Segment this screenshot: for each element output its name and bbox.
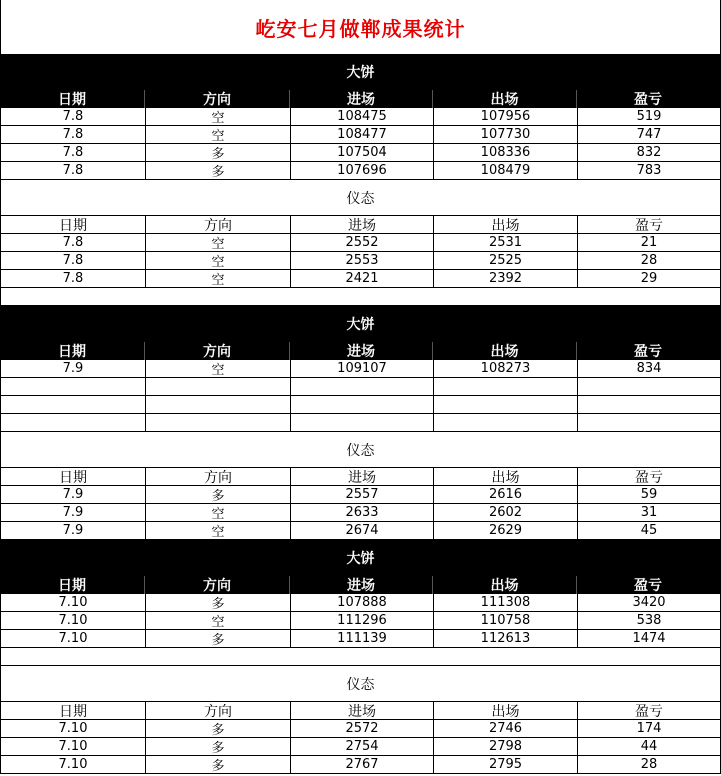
table-row	[0, 252, 721, 270]
table-row	[0, 486, 721, 504]
yitai-label-row	[0, 180, 721, 216]
cell-entry: 109107	[291, 360, 434, 377]
column-header-exit: 出场	[433, 90, 577, 108]
column-header-direction: 方向	[145, 576, 290, 594]
column-header-pnl: 盈亏	[635, 469, 663, 486]
cell-direction: 空	[146, 126, 291, 143]
cell-direction: 多	[146, 738, 291, 755]
table-row	[0, 630, 721, 648]
cell-exit: 2795	[434, 756, 578, 773]
sheet-title-row	[0, 0, 721, 54]
column-header-exit: 出场	[434, 702, 578, 719]
table-row	[0, 594, 721, 612]
cell-pnl: 783	[636, 163, 662, 178]
column-header-entry: 进场	[290, 90, 433, 108]
column-header-pnl: 盈亏	[634, 92, 662, 108]
column-header-direction: 方向	[146, 216, 291, 233]
yitai-label: 仪态	[346, 190, 375, 207]
column-header-pnl: 盈亏	[635, 217, 663, 234]
cell-date: 7.10	[1, 630, 146, 647]
empty-cell-pnl	[578, 378, 720, 395]
cell-date: 7.10	[1, 612, 146, 629]
table-row	[0, 144, 721, 162]
column-header-entry: 进场	[291, 468, 434, 485]
table-row	[0, 108, 721, 126]
cell-date: 7.8	[1, 144, 146, 161]
cell-entry: 108475	[291, 108, 434, 125]
cell-entry: 2553	[291, 252, 434, 269]
column-header-entry: 进场	[290, 576, 433, 594]
cell-pnl: 834	[636, 361, 662, 376]
cell-pnl: 174	[636, 721, 662, 736]
column-header-date: 日期	[0, 576, 145, 594]
empty-cell-exit	[434, 414, 578, 431]
table-row	[0, 126, 721, 144]
cell-direction: 多	[146, 594, 291, 611]
column-header-date: 日期	[0, 342, 145, 360]
spacer-row	[0, 648, 721, 666]
column-header-date: 日期	[1, 216, 146, 233]
cell-entry: 107888	[291, 594, 434, 611]
cell-entry: 2767	[291, 756, 434, 773]
cell-exit: 2531	[434, 234, 578, 251]
table-row	[0, 720, 721, 738]
dabing-header-row	[0, 576, 721, 594]
cell-date: 7.8	[1, 252, 146, 269]
table-row	[0, 162, 721, 180]
table-row	[0, 396, 721, 414]
column-header-entry: 进场	[291, 216, 434, 233]
cell-exit: 108273	[434, 360, 578, 377]
cell-direction: 空	[146, 252, 291, 269]
cell-exit: 107730	[434, 126, 578, 143]
cell-entry: 111139	[291, 630, 434, 647]
cell-date: 7.10	[1, 594, 146, 611]
dabing-header-row	[0, 90, 721, 108]
cell-direction: 空	[146, 504, 291, 521]
cell-exit: 2392	[434, 270, 578, 287]
cell-pnl: 59	[640, 487, 658, 502]
yitai-label: 仪态	[346, 676, 375, 693]
cell-direction: 多	[146, 144, 291, 161]
cell-exit: 108336	[434, 144, 578, 161]
cell-exit: 2616	[434, 486, 578, 503]
cell-exit: 2629	[434, 522, 578, 539]
cell-date: 7.10	[1, 720, 146, 737]
cell-direction: 空	[146, 108, 291, 125]
table-row	[0, 612, 721, 630]
cell-date: 7.8	[1, 234, 146, 251]
yitai-header-row	[0, 468, 721, 486]
cell-exit: 110758	[434, 612, 578, 629]
column-header-direction: 方向	[145, 90, 290, 108]
empty-cell-entry	[291, 414, 434, 431]
cell-entry: 111296	[291, 612, 434, 629]
cell-entry: 2421	[291, 270, 434, 287]
spacer-row	[0, 288, 721, 306]
cell-date: 7.8	[1, 108, 146, 125]
cell-entry: 2754	[291, 738, 434, 755]
yitai-label: 仪态	[346, 442, 375, 459]
empty-cell-entry	[291, 378, 434, 395]
table-row	[0, 414, 721, 432]
cell-exit: 107956	[434, 108, 578, 125]
cell-direction: 空	[146, 522, 291, 539]
empty-cell-date	[1, 378, 146, 395]
cell-entry: 108477	[291, 126, 434, 143]
cell-pnl: 1474	[632, 631, 666, 646]
cell-direction: 空	[146, 360, 291, 377]
cell-pnl: 31	[640, 505, 658, 520]
yitai-label-row	[0, 432, 721, 468]
empty-cell-direction	[146, 396, 291, 413]
cell-direction: 空	[146, 270, 291, 287]
column-header-direction: 方向	[145, 342, 290, 360]
cell-date: 7.10	[1, 756, 146, 773]
column-header-pnl: 盈亏	[634, 344, 662, 360]
cell-date: 7.9	[1, 360, 146, 377]
empty-cell-exit	[434, 396, 578, 413]
cell-entry: 2552	[291, 234, 434, 251]
cell-exit: 2602	[434, 504, 578, 521]
empty-cell-pnl	[578, 396, 720, 413]
dabing-label: 大饼	[346, 65, 375, 81]
empty-cell-direction	[146, 414, 291, 431]
yitai-label-row	[0, 666, 721, 702]
column-header-exit: 出场	[433, 342, 577, 360]
cell-entry: 2633	[291, 504, 434, 521]
cell-date: 7.8	[1, 126, 146, 143]
column-header-exit: 出场	[434, 216, 578, 233]
empty-cell-entry	[291, 396, 434, 413]
cell-pnl: 28	[640, 253, 658, 268]
dabing-band	[0, 540, 721, 576]
dabing-label: 大饼	[346, 551, 375, 567]
cell-direction: 多	[146, 630, 291, 647]
table-row	[0, 522, 721, 540]
column-header-date: 日期	[1, 468, 146, 485]
column-header-direction: 方向	[146, 468, 291, 485]
dabing-band	[0, 54, 721, 90]
cell-date: 7.10	[1, 738, 146, 755]
table-row	[0, 738, 721, 756]
cell-pnl: 519	[636, 109, 662, 124]
cell-direction: 空	[146, 612, 291, 629]
cell-direction: 多	[146, 756, 291, 773]
cell-pnl: 21	[640, 235, 658, 250]
cell-pnl: 29	[640, 271, 658, 286]
cell-entry: 2572	[291, 720, 434, 737]
cell-pnl: 45	[640, 523, 658, 538]
table-row	[0, 360, 721, 378]
empty-cell-direction	[146, 378, 291, 395]
dabing-label: 大饼	[346, 317, 375, 333]
cell-entry: 107696	[291, 162, 434, 179]
cell-exit: 112613	[434, 630, 578, 647]
cell-pnl: 3420	[632, 595, 666, 610]
yitai-header-row	[0, 702, 721, 720]
empty-cell-pnl	[578, 414, 720, 431]
dabing-band	[0, 306, 721, 342]
cell-exit: 111308	[434, 594, 578, 611]
column-header-pnl: 盈亏	[634, 578, 662, 594]
column-header-exit: 出场	[433, 576, 577, 594]
column-header-date: 日期	[1, 702, 146, 719]
dabing-header-row	[0, 342, 721, 360]
cell-entry: 107504	[291, 144, 434, 161]
cell-pnl: 28	[640, 757, 658, 772]
cell-pnl: 538	[636, 613, 662, 628]
table-row	[0, 270, 721, 288]
table-row	[0, 504, 721, 522]
cell-date: 7.9	[1, 522, 146, 539]
cell-date: 7.8	[1, 162, 146, 179]
cell-direction: 多	[146, 486, 291, 503]
column-header-date: 日期	[0, 90, 145, 108]
cell-pnl: 747	[636, 127, 662, 142]
cell-direction: 多	[146, 162, 291, 179]
cell-pnl: 832	[636, 145, 662, 160]
column-header-pnl: 盈亏	[635, 703, 663, 720]
cell-pnl: 44	[640, 739, 658, 754]
empty-cell-date	[1, 396, 146, 413]
cell-date: 7.9	[1, 486, 146, 503]
cell-exit: 2746	[434, 720, 578, 737]
table-row	[0, 378, 721, 396]
yitai-header-row	[0, 216, 721, 234]
empty-cell-date	[1, 414, 146, 431]
cell-exit: 108479	[434, 162, 578, 179]
cell-entry: 2557	[291, 486, 434, 503]
cell-exit: 2525	[434, 252, 578, 269]
column-header-entry: 进场	[290, 342, 433, 360]
cell-entry: 2674	[291, 522, 434, 539]
cell-exit: 2798	[434, 738, 578, 755]
cell-direction: 空	[146, 234, 291, 251]
sheet-title: 屹安七月做郸成果统计	[255, 16, 466, 41]
column-header-exit: 出场	[434, 468, 578, 485]
cell-date: 7.8	[1, 270, 146, 287]
column-header-direction: 方向	[146, 702, 291, 719]
empty-cell-exit	[434, 378, 578, 395]
table-row	[0, 234, 721, 252]
column-header-entry: 进场	[291, 702, 434, 719]
cell-date: 7.9	[1, 504, 146, 521]
cell-direction: 多	[146, 720, 291, 737]
table-row	[0, 756, 721, 774]
